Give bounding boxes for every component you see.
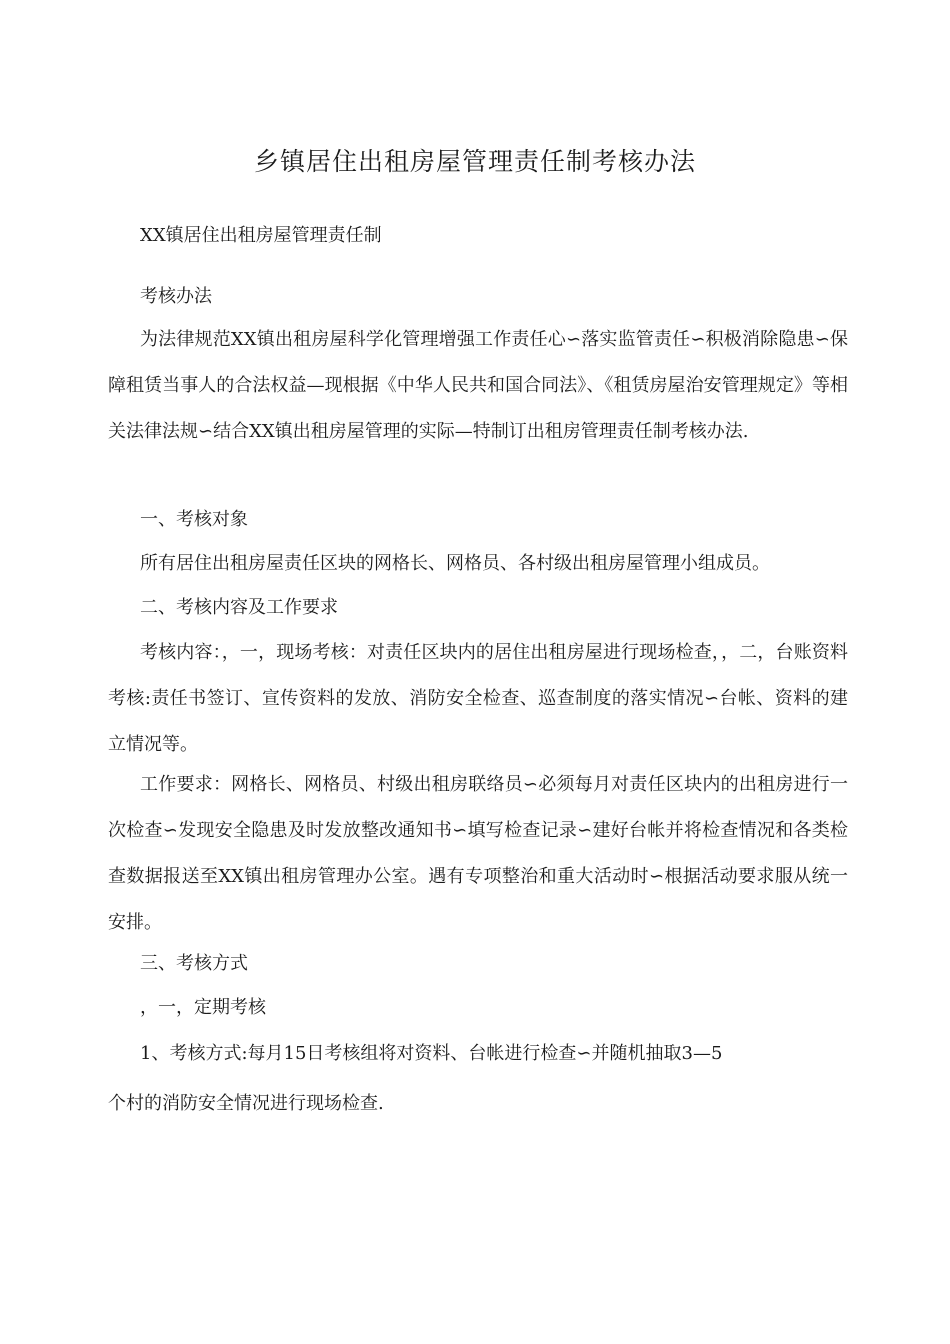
subsection-heading: ，一，定期考核 [140,997,266,1018]
section-heading-1: 一、考核对象 [140,509,248,530]
section-heading-2: 二、考核内容及工作要求 [140,597,338,618]
section-heading-3: 三、考核方式 [140,953,248,974]
paragraph-assessment-method-cont: 个村的消防安全情况进行现场检查. [108,1093,384,1114]
paragraph-assessment-content: 考核内容：，一，现场考核：对责任区块内的居住出租房屋进行现场检查，，二，台账资料考核:责任书签订、宣传资料的发放、消防安全检查、巡查制度的落实情况∽台帐、资料的建立情况等。 [108,642,848,755]
document-title: 乡镇居住出租房屋管理责任制考核办法 [253,147,696,176]
paragraph-section-1: 所有居住出租房屋责任区块的网格长、网格员、各村级出租房屋管理小组成员。 [140,553,770,574]
paragraph-subtitle: XX镇居住出租房屋管理责任制 [140,225,382,246]
paragraph-work-requirements: 工作要求：网格长、网格员、村级出租房联络员∽必须每月对责任区块内的出租房进行一次检查∽发现安全隐患及时发放整改通知书∽填写检查记录∽建好台帐并将检查情况和各类检查数据报送至XX镇出租房管理办公室。遇有专项整治和重大活动时∽根据活动要求服从统一安排。 [108,774,848,933]
paragraph-subtitle-2: 考核办法 [140,286,212,307]
paragraph-assessment-method: 1、考核方式:每月15日考核组将对资料、台帐进行检查∽并随机抽取3—5 [140,1043,723,1064]
paragraph-intro: 为法律规范XX镇出租房屋科学化管理增强工作责任心∽落实监管责任∽积极消除隐患∽保障租赁当事人的合法权益—现根据《中华人民共和国合同法》、《租赁房屋治安管理规定》等相关法律法规∽结合XX镇出租房屋管理的实际—特制订出租房管理责任制考核办法. [108,329,848,442]
